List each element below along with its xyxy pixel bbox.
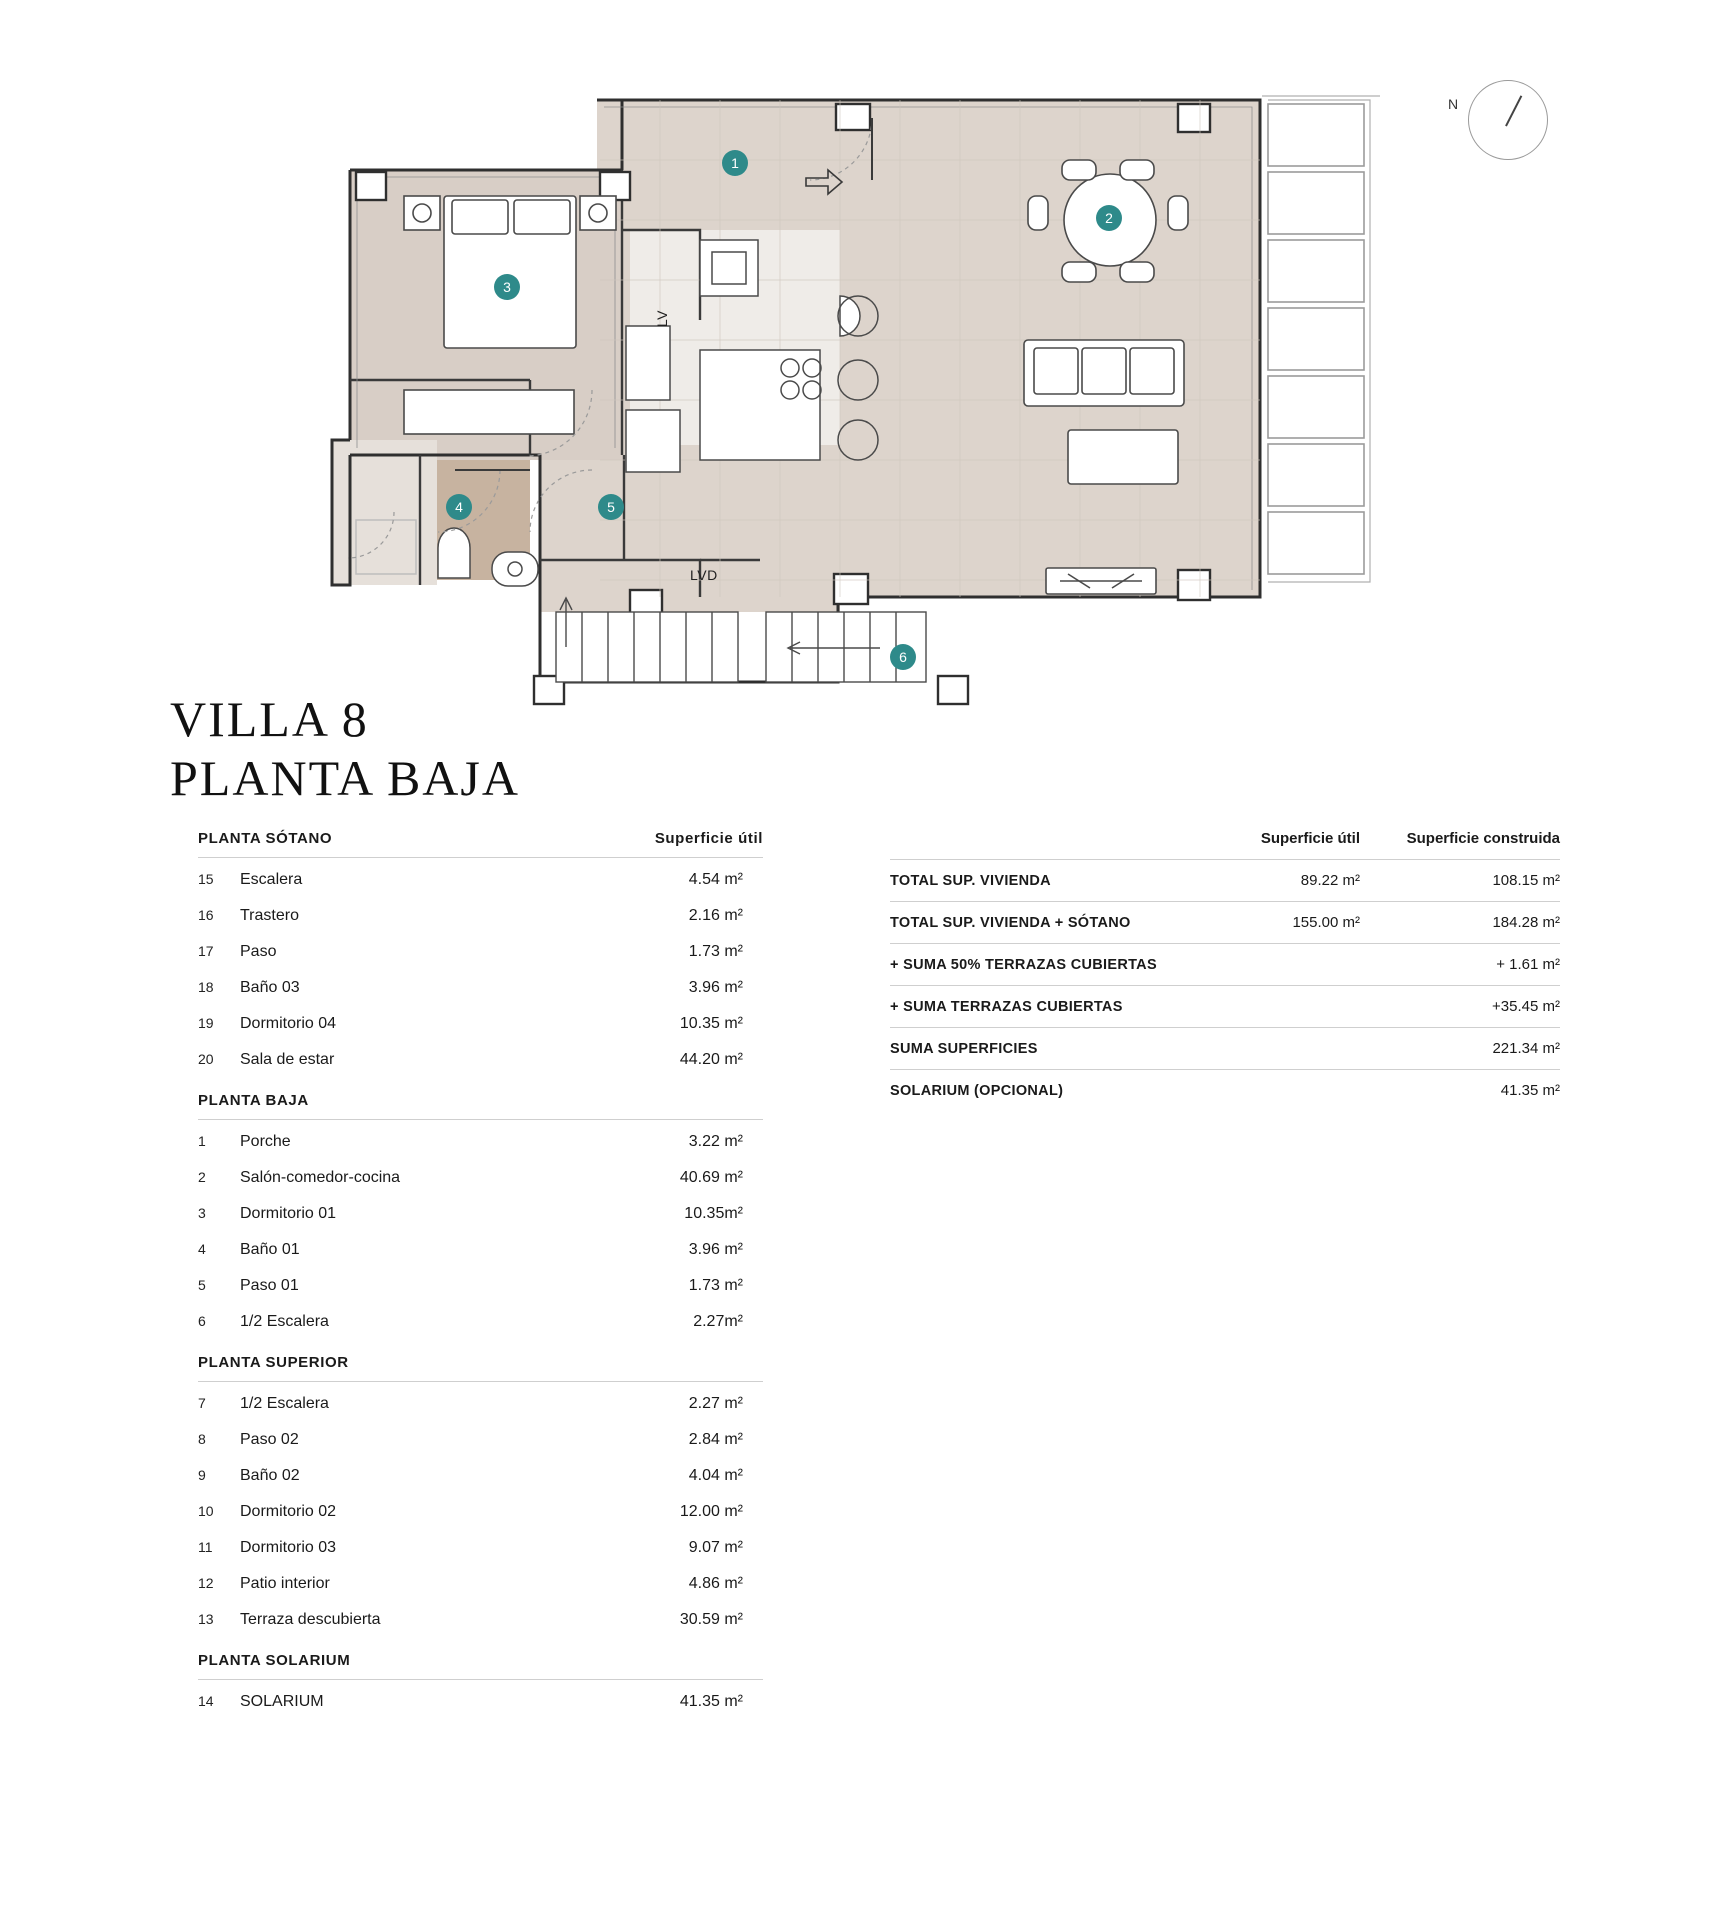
row-name: SOLARIUM — [240, 1693, 324, 1710]
room-marker-5[interactable]: 5 — [598, 494, 624, 520]
table-row — [198, 1386, 763, 1422]
row-value: 2.16 m² — [688, 907, 743, 924]
row-name: Trastero — [240, 907, 299, 924]
section-title: PLANTA BAJA — [198, 1092, 309, 1109]
compass-north-label: N — [1448, 96, 1459, 112]
summary-header — [890, 830, 1560, 859]
title-floor: PLANTA BAJA — [170, 750, 520, 806]
table-row — [198, 1042, 763, 1078]
row-value: 4.54 m² — [688, 871, 743, 888]
row-number: 13 — [198, 1611, 214, 1627]
row-name: Dormitorio 01 — [240, 1205, 337, 1222]
summary-row-util: 89.22 m² — [1300, 872, 1360, 889]
row-number: 15 — [198, 871, 214, 887]
north-compass — [1448, 70, 1558, 180]
row-value: 3.96 m² — [688, 979, 743, 996]
row-name: Salón-comedor-cocina — [240, 1169, 401, 1186]
summary-col-header-util: Superficie útil — [1260, 830, 1360, 847]
row-name: Patio interior — [240, 1575, 330, 1592]
summary-row-label: TOTAL SUP. VIVIENDA — [890, 873, 1051, 889]
table-row — [198, 934, 763, 970]
section-header-planta-superior — [198, 1354, 763, 1382]
table-row — [198, 1232, 763, 1268]
row-name: Dormitorio 04 — [240, 1015, 337, 1032]
table-row — [198, 1006, 763, 1042]
room-marker-6[interactable]: 6 — [890, 644, 916, 670]
summary-row-label: SOLARIUM (OPCIONAL) — [890, 1083, 1064, 1099]
summary-row-solarium — [890, 1070, 1560, 1111]
row-number: 10 — [198, 1503, 214, 1519]
table-row — [198, 1124, 763, 1160]
row-number: 14 — [198, 1693, 214, 1709]
row-name: Escalera — [240, 871, 303, 888]
table-row — [198, 1304, 763, 1340]
row-value: 4.04 m² — [688, 1467, 743, 1484]
row-name: Terraza descubierta — [240, 1611, 381, 1628]
row-value: 40.69 m² — [679, 1169, 743, 1186]
summary-row-50-terrazas — [890, 943, 1560, 985]
table-row — [198, 970, 763, 1006]
row-value: 3.96 m² — [688, 1241, 743, 1258]
row-value: 10.35m² — [684, 1205, 743, 1222]
row-value: 2.27 m² — [688, 1395, 743, 1412]
row-number: 6 — [198, 1313, 206, 1329]
row-number: 3 — [198, 1205, 206, 1221]
row-name: 1/2 Escalera — [240, 1313, 329, 1330]
table-row — [198, 1566, 763, 1602]
row-value: 2.27m² — [693, 1313, 743, 1330]
row-value: 41.35 m² — [679, 1693, 743, 1710]
summary-row-construida: 41.35 m² — [1500, 1082, 1560, 1099]
label-lv: LV — [654, 310, 670, 328]
summary-row-construida: 184.28 m² — [1492, 914, 1560, 931]
row-number: 4 — [198, 1241, 206, 1257]
row-value: 3.22 m² — [688, 1133, 743, 1150]
row-name: Baño 02 — [240, 1467, 300, 1484]
row-name: Dormitorio 03 — [240, 1539, 337, 1556]
table-row — [198, 1160, 763, 1196]
table-row — [198, 1458, 763, 1494]
table-row — [198, 898, 763, 934]
row-number: 20 — [198, 1051, 214, 1067]
surface-summary-table — [890, 830, 1560, 1111]
row-number: 16 — [198, 907, 214, 923]
row-value: 4.86 m² — [688, 1575, 743, 1592]
section-title: PLANTA SOLARIUM — [198, 1652, 351, 1669]
section-header-sotano — [198, 830, 763, 858]
row-name: Paso 01 — [240, 1277, 299, 1294]
row-name: Baño 03 — [240, 979, 300, 996]
row-value: 30.59 m² — [679, 1611, 743, 1628]
row-value: 12.00 m² — [679, 1503, 743, 1520]
row-number: 17 — [198, 943, 214, 959]
row-number: 9 — [198, 1467, 206, 1483]
summary-row-total-vivienda-sotano — [890, 901, 1560, 943]
row-name: Paso 02 — [240, 1431, 299, 1448]
floor-plan — [0, 0, 1728, 720]
table-row — [198, 1494, 763, 1530]
table-row — [198, 1268, 763, 1304]
room-marker-3[interactable]: 3 — [494, 274, 520, 300]
label-lvd: LVD — [690, 567, 718, 583]
table-row — [198, 862, 763, 898]
table-row — [198, 1422, 763, 1458]
table-row — [198, 1684, 763, 1720]
section-header-planta-solarium — [198, 1652, 763, 1680]
summary-row-suma-superficies — [890, 1027, 1560, 1070]
row-number: 8 — [198, 1431, 206, 1447]
row-name: Baño 01 — [240, 1241, 300, 1258]
row-name: 1/2 Escalera — [240, 1395, 329, 1412]
row-number: 1 — [198, 1133, 206, 1149]
title-villa: VILLA 8 — [170, 691, 369, 747]
row-name: Porche — [240, 1133, 291, 1150]
row-number: 18 — [198, 979, 214, 995]
room-marker-4[interactable]: 4 — [446, 494, 472, 520]
table-row — [198, 1196, 763, 1232]
section-column-header: Superficie útil — [654, 830, 763, 847]
summary-col-header-construida: Superficie construida — [1406, 830, 1560, 847]
row-value: 9.07 m² — [688, 1539, 743, 1556]
table-row — [198, 1530, 763, 1566]
summary-row-label: TOTAL SUP. VIVIENDA + SÓTANO — [890, 915, 1131, 931]
room-marker-2[interactable]: 2 — [1096, 205, 1122, 231]
room-schedule-table — [198, 830, 763, 1720]
row-name: Sala de estar — [240, 1051, 335, 1068]
summary-row-label: + SUMA TERRAZAS CUBIERTAS — [890, 999, 1123, 1015]
row-value: 1.73 m² — [688, 943, 743, 960]
room-marker-1[interactable]: 1 — [722, 150, 748, 176]
section-title: PLANTA SÓTANO — [198, 830, 333, 847]
section-title: PLANTA SUPERIOR — [198, 1354, 349, 1371]
table-row — [198, 1602, 763, 1638]
summary-row-construida: + 1.61 m² — [1496, 956, 1560, 973]
summary-row-construida: 108.15 m² — [1492, 872, 1560, 889]
row-name: Paso — [240, 943, 277, 960]
row-value: 10.35 m² — [679, 1015, 743, 1032]
summary-row-terrazas — [890, 985, 1560, 1027]
summary-row-label: + SUMA 50% TERRAZAS CUBIERTAS — [890, 957, 1157, 973]
row-value: 44.20 m² — [679, 1051, 743, 1068]
section-header-planta-baja — [198, 1092, 763, 1120]
summary-row-util: 155.00 m² — [1292, 914, 1360, 931]
summary-row-label: SUMA SUPERFICIES — [890, 1041, 1038, 1057]
page-title — [170, 690, 870, 808]
row-number: 5 — [198, 1277, 206, 1293]
summary-row-construida: +35.45 m² — [1492, 998, 1560, 1015]
row-value: 2.84 m² — [688, 1431, 743, 1448]
row-number: 12 — [198, 1575, 214, 1591]
summary-row-total-vivienda — [890, 859, 1560, 901]
row-name: Dormitorio 02 — [240, 1503, 337, 1520]
row-number: 2 — [198, 1169, 206, 1185]
row-number: 11 — [198, 1539, 213, 1555]
row-value: 1.73 m² — [688, 1277, 743, 1294]
row-number: 19 — [198, 1015, 214, 1031]
row-number: 7 — [198, 1395, 206, 1411]
summary-row-construida: 221.34 m² — [1492, 1040, 1560, 1057]
